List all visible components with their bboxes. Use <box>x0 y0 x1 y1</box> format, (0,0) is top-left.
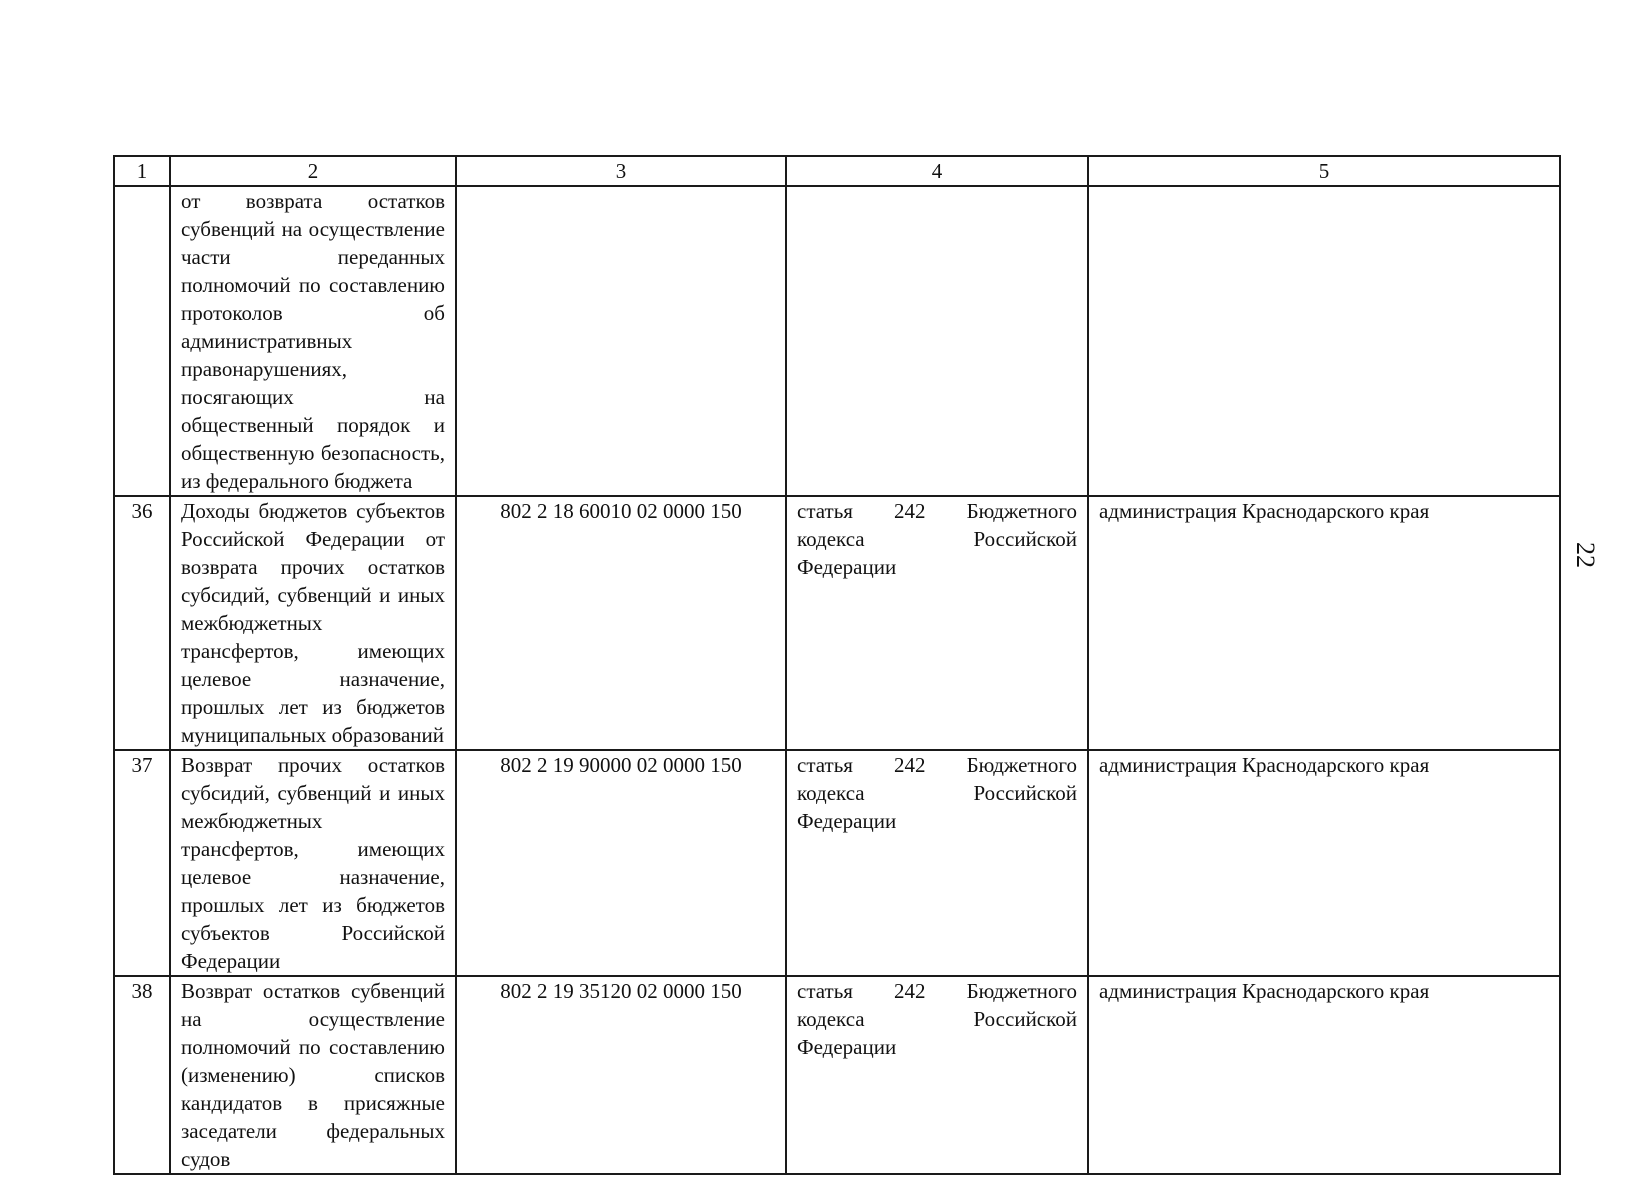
row-administrator: администрация Краснодарского края <box>1088 976 1560 1174</box>
table-row <box>114 976 1560 1174</box>
row-legal-basis: статья 242 Бюджетного кодекса Российской Федерации <box>786 750 1088 976</box>
revenue-table <box>113 155 1561 1175</box>
row-legal-basis: статья 242 Бюджетного кодекса Российской Федерации <box>786 496 1088 750</box>
table-row <box>114 750 1560 976</box>
page-number: 22 <box>1571 542 1600 568</box>
row-description: Возврат остатков субвенций на осуществление полномочий по составлению (изменению) списков кандидатов в присяжные заседатели федеральных судов <box>170 976 456 1174</box>
row-description: Доходы бюджетов субъектов Российской Федерации от возврата прочих остатков субсидий, субвенций и иных межбюджетных трансфертов, имеющих целевое назначение, прошлых лет из бюджетов муниципальных образований <box>170 496 456 750</box>
row-description: от возврата остатков субвенций на осуществление части переданных полномочий по составлению протоколов об административных правонарушениях, посягающих на общественный порядок и общественную безопасность, из федерального бюджета <box>170 186 456 496</box>
row-code <box>456 186 786 496</box>
row-number: 36 <box>114 496 170 750</box>
table-row <box>114 186 1560 496</box>
row-administrator <box>1088 186 1560 496</box>
row-number: 37 <box>114 750 170 976</box>
row-administrator: администрация Краснодарского края <box>1088 750 1560 976</box>
row-code: 802 2 18 60010 02 0000 150 <box>456 496 786 750</box>
row-number: 38 <box>114 976 170 1174</box>
column-header-4: 4 <box>786 156 1088 186</box>
column-header-2: 2 <box>170 156 456 186</box>
row-code: 802 2 19 90000 02 0000 150 <box>456 750 786 976</box>
row-legal-basis <box>786 186 1088 496</box>
header-row <box>114 156 1560 186</box>
column-header-3: 3 <box>456 156 786 186</box>
column-header-1: 1 <box>114 156 170 186</box>
row-description: Возврат прочих остатков субсидий, субвенций и иных межбюджетных трансфертов, имеющих целевое назначение, прошлых лет из бюджетов субъектов Российской Федерации <box>170 750 456 976</box>
column-header-5: 5 <box>1088 156 1560 186</box>
row-legal-basis: статья 242 Бюджетного кодекса Российской Федерации <box>786 976 1088 1174</box>
row-number <box>114 186 170 496</box>
table-row <box>114 496 1560 750</box>
row-code: 802 2 19 35120 02 0000 150 <box>456 976 786 1174</box>
row-administrator: администрация Краснодарского края <box>1088 496 1560 750</box>
